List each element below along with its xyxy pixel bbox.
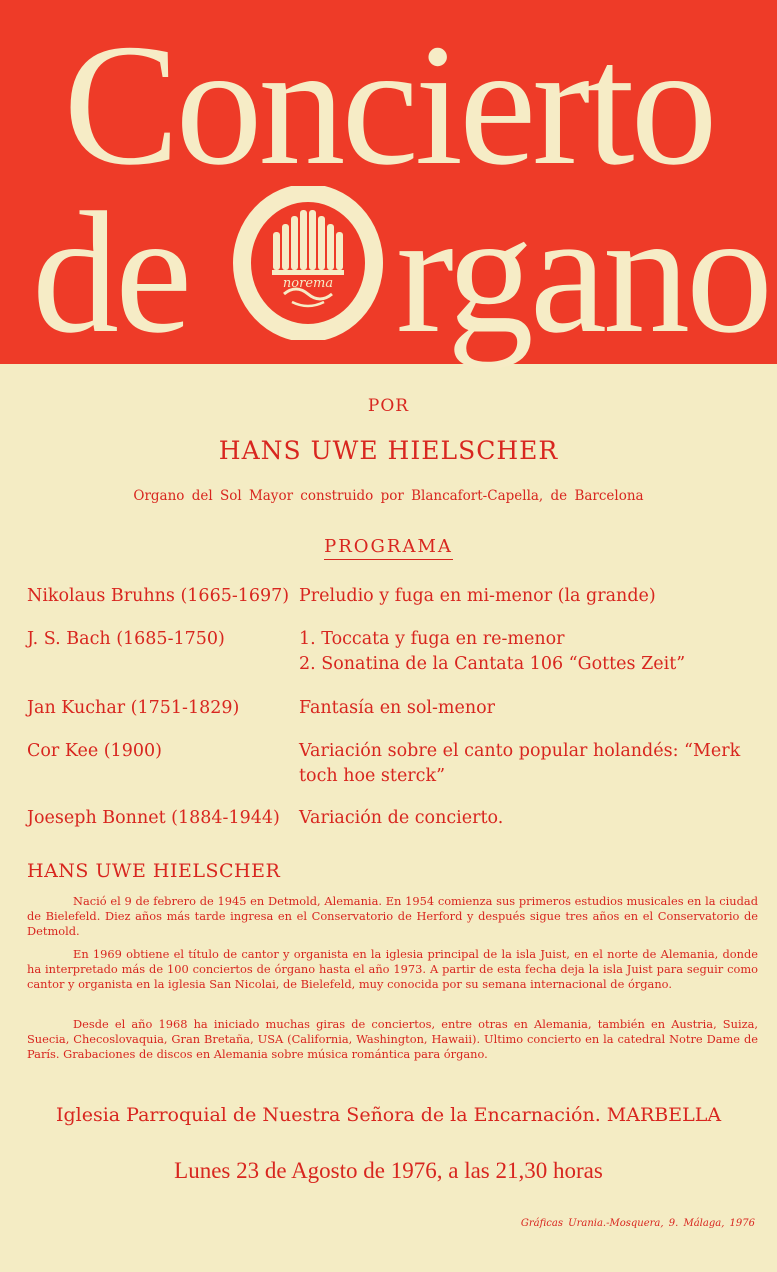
- emblem-text: norema: [282, 276, 334, 291]
- organ-info: Organo del Sol Mayor construido por Blancafort-Capella, de Barcelona: [133, 488, 644, 504]
- title-line-concierto: Concierto: [63, 8, 714, 201]
- program-composer: Cor Kee (1900): [27, 741, 162, 761]
- program-work: Variación de concierto.: [299, 808, 504, 828]
- program-work: Variación sobre el canto popular holandés: “Merk toch hoe sterck”: [299, 741, 741, 786]
- program-composer: Nikolaus Bruhns (1665-1697): [27, 586, 290, 606]
- program-work: 1. Toccata y fuga en re-menor: [299, 629, 565, 649]
- organ-pipes-emblem-icon: [232, 186, 384, 340]
- program-heading-text: PROGRAMA: [324, 536, 453, 560]
- biography-heading: HANS UWE HIELSCHER: [27, 860, 281, 882]
- program-composer: Jan Kuchar (1751-1829): [27, 698, 240, 718]
- venue: Iglesia Parroquial de Nuestra Señora de la Encarnación. MARBELLA: [55, 1104, 722, 1126]
- program-work: Preludio y fuga en mi-menor (la grande): [299, 586, 656, 606]
- title-word-rgano: rgano: [396, 176, 770, 369]
- title-banner: [0, 0, 777, 369]
- por-label: POR: [367, 396, 410, 416]
- biography-paragraph: En 1969 obtiene el título de cantor y organista en la iglesia principal de la isla Juist, en el norte de Alemania, donde ha interpretado más de 100 conciertos de órgano hasta el año 1973. A partir de esta fecha deja la isla Juist para seguir como cantor y organista en la iglesia San Nicolai, de Bielefeld, muy conocida por su semana internacional de órgano.: [27, 947, 758, 991]
- biography-paragraph: Desde el año 1968 ha iniciado muchas giras de conciertos, entre otras en Alemania, también en Austria, Suiza, Suecia, Checoslovaquia, Gran Bretaña, USA (California, Washington, Hawaii). Ultimo concierto en la catedral Notre Dame de París. Grabaciones de discos en Alemania sobre música romántica para órgano.: [27, 1017, 758, 1061]
- printer-credit: Gráficas Urania.-Mosquera, 9. Málaga, 1976: [520, 1218, 755, 1229]
- biography-paragraph: Nació el 9 de febrero de 1945 en Detmold, Alemania. En 1954 comienza sus primeros estudios musicales en la ciudad de Bielefeld. Diez años más tarde ingresa en el Conservatorio de Herford y después sigue tres años en el Conservatorio de Detmold.: [27, 894, 758, 938]
- program-heading: [0, 536, 777, 557]
- program-work: Fantasía en sol-menor: [299, 698, 496, 718]
- program-composer: J. S. Bach (1685-1750): [27, 629, 225, 649]
- performer-name: HANS UWE HIELSCHER: [218, 436, 559, 465]
- concert-date: Lunes 23 de Agosto de 1976, a las 21,30 horas: [174, 1158, 603, 1183]
- program-composer: Joeseph Bonnet (1884-1944): [27, 808, 280, 828]
- title-word-de: de: [32, 176, 189, 369]
- program-work: 2. Sonatina de la Cantata 106 “Gottes Zeit”: [299, 654, 686, 674]
